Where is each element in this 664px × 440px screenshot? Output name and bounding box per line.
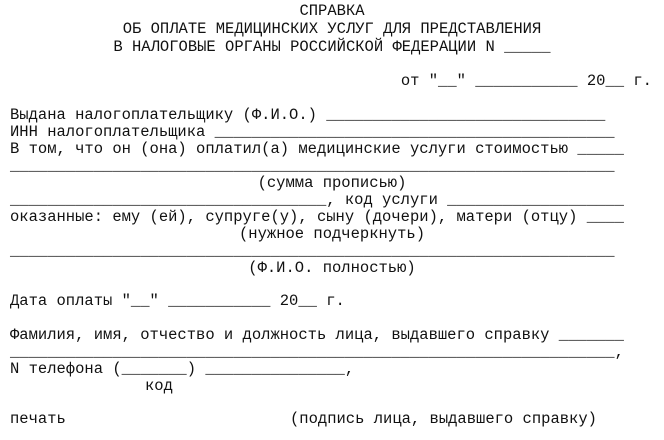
signature-label: (подпись лица, выдавшего справку) (290, 410, 597, 428)
stamp-label: печать (10, 410, 66, 428)
payment-date-line: Дата оплаты "__" ___________ 20__ г. (10, 292, 345, 310)
phone-line: N телефона (_______) _______________, (10, 360, 355, 378)
hint-full-name: (Ф.И.О. полностью) (248, 259, 416, 277)
hint-code: код (145, 377, 173, 395)
official-name-line: Фамилия, имя, отчество и должность лица, выдавшего справку _______ (10, 326, 624, 344)
blank-line-sum: _________________________________________________________________ (10, 157, 615, 175)
payment-amount-line: В том, что он (она) оплатил(а) медицинские услуги стоимостью _____ (10, 140, 624, 158)
blank-line-fio: _________________________________________________________________ (10, 242, 615, 260)
form-subtitle-line-2: В НАЛОГОВЫЕ ОРГАНЫ РОССИЙСКОЙ ФЕДЕРАЦИИ N _____ (113, 38, 551, 56)
taxpayer-inn-line: ИНН налогоплательщика ___________________________________________ (10, 123, 615, 141)
hint-sum-in-words: (сумма прописью) (257, 174, 407, 192)
taxpayer-name-line: Выдана налогоплательщику (Ф.И.О.) ______________________________ (10, 106, 606, 124)
hint-underline-needed: (нужное подчеркнуть) (238, 225, 426, 243)
services-rendered-line: оказанные: ему (ей), супруге(у), сыну (дочери), матери (отцу) ____ (10, 208, 624, 226)
issue-date-line: от "__" ___________ 20__ г. (400, 72, 652, 90)
blank-line-official: _________________________________________________________________, (10, 343, 624, 361)
form-subtitle-line-1: ОБ ОПЛАТЕ МЕДИЦИНСКИХ УСЛУГ ДЛЯ ПРЕДСТАВЛЕНИЯ (122, 20, 542, 38)
service-code-line: __________________________________, код услуги ___________________ (10, 191, 624, 209)
form-title: СПРАВКА (299, 2, 365, 20)
